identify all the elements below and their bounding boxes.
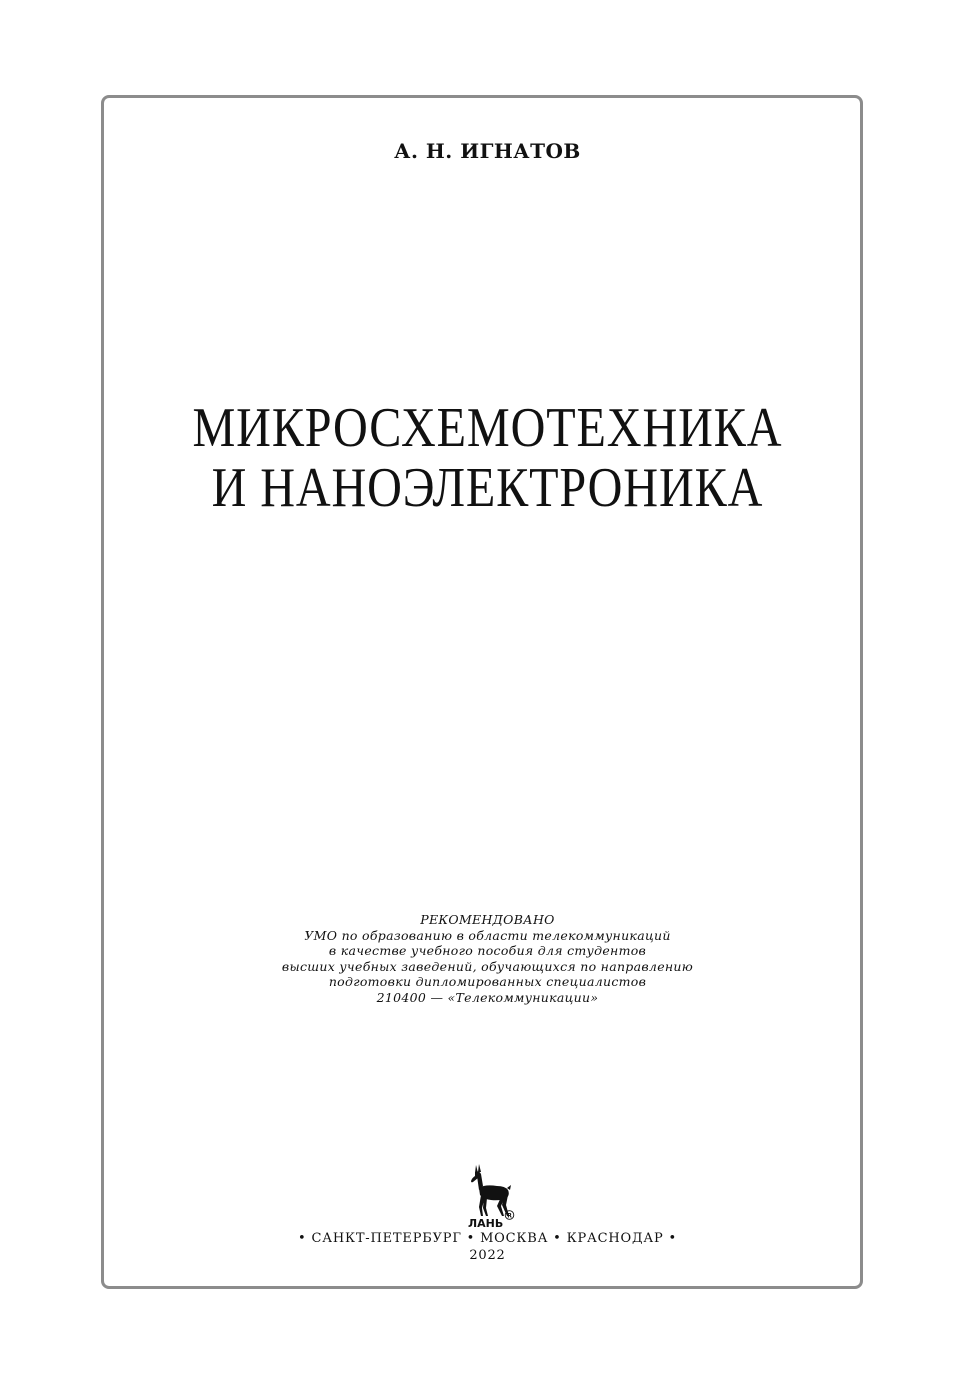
- recommendation-line: подготовки дипломированных специалистов: [328, 974, 647, 989]
- book-title-line-2: И НАНОЭЛЕКТРОНИКА: [211, 457, 764, 519]
- recommendation-line: высших учебных заведений, обучающихся по направлению: [281, 958, 694, 974]
- recommendation-block: [0, 912, 975, 1005]
- logo-text: ЛАНЬ: [468, 1217, 504, 1230]
- publisher-cities: • САНКТ-ПЕТЕРБУРГ • МОСКВА • КРАСНОДАР •: [298, 1231, 677, 1246]
- publisher-logo: [465, 1164, 517, 1230]
- registered-mark-letter: R: [507, 1212, 512, 1220]
- author-name: А. Н. ИГНАТОВ: [394, 139, 581, 163]
- publication-year: 2022: [469, 1248, 506, 1263]
- deer-icon: [471, 1164, 511, 1216]
- book-title: [68, 398, 907, 518]
- recommendation-line: в качестве учебного пособия для студентов: [328, 943, 647, 958]
- recommendation-heading: РЕКОМЕНДОВАНО: [420, 912, 555, 927]
- recommendation-line: УМО по образованию в области телекоммуникаций: [304, 927, 671, 943]
- page-frame: [101, 95, 863, 1289]
- book-title-line-1: МИКРОСХЕМОТЕХНИКА: [192, 397, 783, 459]
- recommendation-line: 210400 — «Телекоммуникации»: [376, 989, 599, 1005]
